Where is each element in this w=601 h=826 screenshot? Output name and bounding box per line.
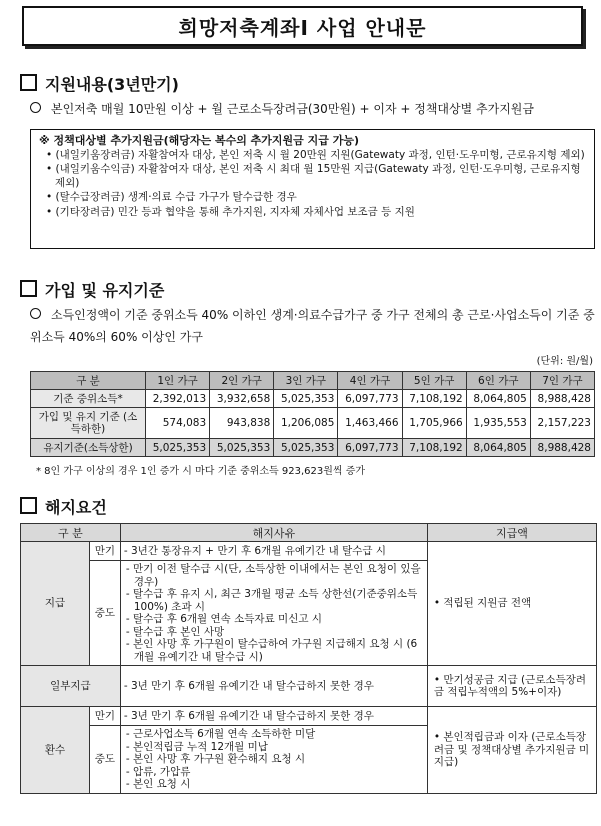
footnote: * 8인 가구 이상의 경우 1인 증가 시 마다 기준 중위소득 923,623원씩 증가 (36, 466, 366, 477)
reason-item: - 본인 요청 시 (125, 778, 191, 790)
reason-item: - 만기 이전 탈수급 시(단, 소득상한 이내에서는 본인 요청이 있을 경우) (125, 563, 421, 588)
checkbox-icon (20, 280, 37, 297)
checkbox-icon (20, 74, 37, 91)
criteria-text: 소득인정액이 기준 중위소득 40% 이하인 생계·의료수급가구 중 가구 전체의 총 근로·사업소득이 기준 중위소득 40%의 60% 이상인 가구 (30, 308, 595, 344)
table-cell: 3,932,658 (210, 390, 274, 408)
table-cell: 8,988,428 (530, 439, 594, 457)
table-cell: 6,097,773 (338, 390, 402, 408)
note-item: • (기타장려금) 민간 등과 협약을 통해 추가지원, 지자체 자체사업 보조금 등 지원 (46, 205, 415, 218)
reason-item: - 탈수급 후 6개월 연속 소득자료 미신고 시 (125, 613, 322, 625)
reason-item: - 근로사업소득 6개월 연속 소득하한 미달 (125, 728, 316, 740)
table-cell: 1,206,085 (274, 408, 338, 439)
table-cell: 5,025,353 (274, 390, 338, 408)
reason-item: - 본인적립금 누적 12개월 미납 (125, 740, 268, 753)
table-row (21, 666, 597, 707)
reason-item: - 본인 사망 후 가구원이 탈수급하여 가구원 지급해지 요청 시 (6개월 유예기간 내 탈수급 시) (125, 638, 418, 663)
table-cell: 8,064,805 (466, 390, 530, 408)
table-cell: 2,392,013 (146, 390, 210, 408)
section-termination-heading: 해지요건 (20, 495, 107, 518)
reason-cell (120, 561, 427, 666)
subcategory-cell: 만기 (90, 542, 121, 561)
note-item: • (내일키움장려금) 자활참여자 대상, 본인 저축 시 월 20만원 지원(Gatewaty 과정, 인턴·도우미형, 근로유지형 제외) (46, 148, 585, 161)
circle-bullet-icon (30, 102, 41, 113)
table-cell: 943,838 (210, 408, 274, 439)
section-criteria-heading: 가입 및 유지기준 (20, 278, 164, 301)
row-label: 기준 중위소득* (31, 390, 146, 408)
column-header: 구 분 (21, 524, 121, 542)
table-cell: 1,705,966 (402, 408, 466, 439)
support-summary: 본인저축 매월 10만원 이상 + 월 근로소득장려금(30만원) + 이자 + 정책대상별 추가지원금 (30, 100, 534, 119)
category-cell: 환수 (21, 707, 90, 794)
termination-table (20, 523, 597, 794)
circle-bullet-icon (30, 308, 41, 319)
table-row (31, 439, 595, 457)
table-header-row (21, 524, 597, 542)
reason-cell: - 3년간 통장유지 + 만기 후 6개월 유예기간 내 탈수급 시 (120, 542, 427, 561)
column-header: 1인 가구 (146, 372, 210, 390)
income-criteria-table (30, 371, 595, 457)
column-header: 4인 가구 (338, 372, 402, 390)
column-header: 7인 가구 (530, 372, 594, 390)
page-title: 희망저축계좌Ⅰ 사업 안내문 (22, 6, 583, 46)
column-header: 해지사유 (120, 524, 427, 542)
table-row (31, 408, 595, 439)
table-row (21, 707, 597, 726)
reason-cell: - 3년 만기 후 6개월 유예기간 내 탈수급하지 못한 경우 (120, 707, 427, 726)
subcategory-cell: 중도 (90, 561, 121, 666)
column-header: 6인 가구 (466, 372, 530, 390)
column-header: 5인 가구 (402, 372, 466, 390)
table-cell: 5,025,353 (210, 439, 274, 457)
table-cell: 574,083 (146, 408, 210, 439)
subcategory-cell: 중도 (90, 726, 121, 794)
row-label: 유지기준(소득상한) (31, 439, 146, 457)
table-cell: 6,097,773 (338, 439, 402, 457)
amount-cell: • 만기성공금 지급 (근로소득장려금 적립누적액의 5%+이자) (427, 666, 596, 707)
reason-cell (120, 726, 427, 794)
section-support-heading: 지원내용(3년만기) (20, 72, 179, 95)
table-cell: 8,064,805 (466, 439, 530, 457)
column-header: 2인 가구 (210, 372, 274, 390)
table-cell: 7,108,192 (402, 390, 466, 408)
reason-item: - 압류, 가압류 (125, 765, 191, 778)
note-item: • (내일키움수익금) 자활참여자 대상, 본인 저축 시 최대 월 15만원 지급(Gatewaty 과정, 인턴·도우미형, 근로유지형 제외) (46, 163, 581, 189)
table-cell: 2,157,223 (530, 408, 594, 439)
reason-cell: - 3년 만기 후 6개월 유예기간 내 탈수급하지 못한 경우 (120, 666, 427, 707)
table-row (31, 390, 595, 408)
amount-cell: • 본인적립금과 이자 (근로소득장려금 및 정책대상별 추가지원금 미지급) (427, 707, 596, 794)
table-header-row (31, 372, 595, 390)
row-label: 가입 및 유지 기준 (소득하한) (31, 408, 146, 439)
note-item: • (탈수급장려금) 생계·의료 수급 가구가 탈수급한 경우 (46, 191, 297, 203)
table-cell: 1,935,553 (466, 408, 530, 439)
column-header: 3인 가구 (274, 372, 338, 390)
table-cell: 1,463,466 (338, 408, 402, 439)
checkbox-icon (20, 497, 37, 514)
subcategory-cell: 만기 (90, 707, 121, 726)
table-cell: 5,025,353 (146, 439, 210, 457)
column-header: 구 분 (31, 372, 146, 390)
column-header: 지급액 (427, 524, 596, 542)
amount-cell: • 적립된 지원금 전액 (427, 542, 596, 666)
note-title: ※ 정책대상별 추가지원금(해당자는 복수의 추가지원금 지급 가능) (39, 134, 359, 147)
unit-label: (단위: 원/월) (536, 356, 593, 367)
table-cell: 7,108,192 (402, 439, 466, 457)
table-cell: 5,025,353 (274, 439, 338, 457)
reason-item: - 본인 사망 후 가구원 환수해지 요청 시 (125, 753, 306, 765)
table-row (21, 542, 597, 561)
additional-support-note (30, 129, 595, 249)
category-cell: 일부지급 (21, 666, 121, 707)
reason-item: - 탈수급 후 유지 시, 최근 3개월 평균 소득 상한선(기준중위소득 100%) 초과 시 (125, 588, 418, 613)
table-cell: 8,988,428 (530, 390, 594, 408)
reason-item: - 탈수급 후 본인 사망 (125, 625, 225, 638)
category-cell: 지급 (21, 542, 90, 666)
